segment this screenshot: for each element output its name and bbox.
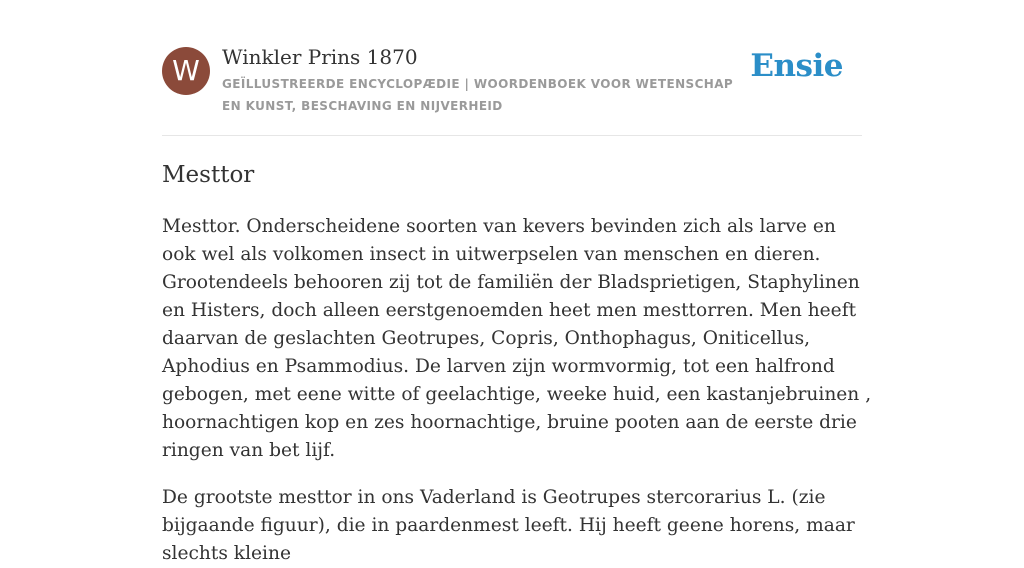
ensie-logo[interactable]: Ensie [750, 48, 843, 84]
page [162, 0, 872, 564]
source-title[interactable]: Winkler Prins 1870 [222, 45, 418, 69]
source-header [162, 0, 862, 136]
source-avatar[interactable]: W [162, 47, 210, 95]
article-paragraph: Mesttor. Onderscheidene soorten van kevers bevinden zich als larve en ook wel als volkomen insect in uitwerpselen van menschen en dieren. Grootendeels behooren zij tot de familiën der Bladsprietigen, Staphylinen en Histers, doch alleen eerstgenoemden heet men mesttorren. Men heeft daarvan de geslachten Geotrupes, Copris, Onthophagus, Oniticellus, Aphodius en Psammodius. De larven zijn wormvormig, tot een halfrond gebogen, met eene witte of geelachtige, weeke huid, een kastanjebruinen , hoornachtigen kop en zes hoornachtige, bruine pooten aan de eerste drie ringen van bet lijf. [162, 216, 872, 461]
page-title: Mesttor [162, 162, 255, 188]
source-subtitle: GEÏLLUSTREERDE ENCYCLOPÆDIE | WOORDENBOEK VOOR WETENSCHAP EN KUNST, BESCHAVING EN NIJVERHEID [222, 77, 734, 113]
article-paragraph: De grootste mesttor in ons Vaderland is Geotrupes stercorarius L. (zie bijgaande figuur), die in paardenmest leeft. Hij heeft geene horens, maar slechts kleine [162, 487, 855, 564]
